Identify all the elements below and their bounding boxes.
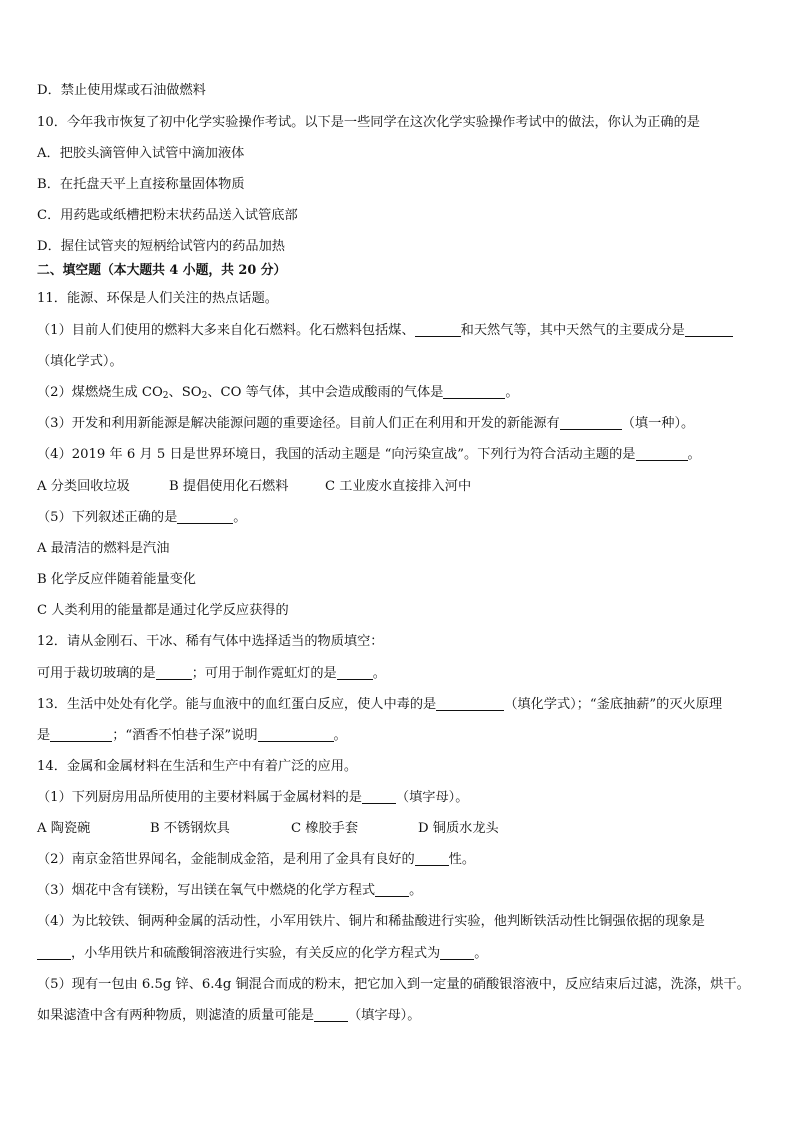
answer-blank[interactable] xyxy=(375,882,409,897)
q10-option-c xyxy=(37,206,764,226)
answer-blank[interactable] xyxy=(37,945,71,960)
text: 可用于裁切玻璃的是 xyxy=(37,666,156,681)
answer-blank[interactable] xyxy=(560,415,622,430)
answer-blank[interactable] xyxy=(636,446,688,461)
text: （5）现有一包由 6.5g 锌、6.4g 铜混合而成的粉末，把它加入到一定量的硝酸银溶液中，反应结束后过滤，洗涤，烘干。 xyxy=(37,977,750,992)
text: （3）烟花中含有镁粉，写出镁在氧气中燃烧的化学方程式 xyxy=(37,883,376,898)
answer-blank[interactable] xyxy=(436,696,504,711)
section-title: 二、填空题（本大题共 4 小题，共 20 分） xyxy=(37,263,287,278)
text: 是 xyxy=(37,728,51,743)
text: （填字母）。 xyxy=(395,790,469,805)
text: ；可用于制作霓虹灯的是 xyxy=(191,666,337,681)
q13-line2 xyxy=(37,726,764,746)
q11-part3 xyxy=(37,414,764,434)
text: （4）为比较铁、铜两种金属的活动性，小军用铁片、铜片和稀盐酸进行实验，他判断铁活动性比铜强依据的现象是 xyxy=(37,914,705,929)
q10-option-d xyxy=(37,237,764,257)
q10-option-b xyxy=(37,175,764,195)
text: 。 xyxy=(372,666,386,681)
option-c: C 人类利用的能量都是通过化学反应获得的 xyxy=(37,603,289,618)
text: （填化学式）；“釜底抽薪”的灭火原理 xyxy=(504,697,723,712)
question-text: 11．能源、环保是人们关注的热点话题。 xyxy=(37,291,278,306)
text: （1）目前人们使用的燃料大多来自化石燃料。化石燃料包括煤、 xyxy=(37,323,415,338)
text: （5）下列叙述正确的是 xyxy=(37,510,178,525)
answer-blank[interactable] xyxy=(258,727,334,742)
answer-blank[interactable] xyxy=(443,384,505,399)
text: 。 xyxy=(505,385,519,400)
q14-part4-line2 xyxy=(37,944,764,964)
text: 。 xyxy=(333,728,347,743)
option-a: A 陶瓷碗 xyxy=(37,821,91,836)
option-b: B 化学反应伴随着能量变化 xyxy=(37,572,196,587)
text: （2）南京金箔世界闻名，金能制成金箔，是利用了金具有良好的 xyxy=(37,852,415,867)
option-text: C．用药匙或纸槽把粉末状药品送入试管底部 xyxy=(37,208,298,223)
option-text: D．握住试管夹的短柄给试管内的药品加热 xyxy=(37,239,285,254)
q14-part1-options xyxy=(37,819,764,839)
text: （1）下列厨房用品所使用的主要材料属于金属材料的是 xyxy=(37,790,362,805)
text: 和天然气等，其中天然气的主要成分是 xyxy=(460,323,685,338)
q11-part1-line2 xyxy=(37,352,764,372)
subscript: 2 xyxy=(162,391,169,401)
answer-blank[interactable] xyxy=(362,789,396,804)
q14-part5-line2 xyxy=(37,1006,764,1026)
text: （3）开发和利用新能源是解决能源问题的重要途径。目前人们正在利用和开发的新能源有 xyxy=(37,416,560,431)
q11-part5-option-b xyxy=(37,570,764,590)
answer-blank[interactable] xyxy=(156,665,192,680)
q14-stem xyxy=(37,757,764,777)
option-text: D．禁止使用煤或石油做燃料 xyxy=(37,83,206,98)
q14-part4-line1 xyxy=(37,912,760,932)
q11-part5 xyxy=(37,508,764,528)
q14-part1 xyxy=(37,788,764,808)
q10-option-a xyxy=(37,144,764,164)
text: ，小华用铁片和硫酸铜溶液进行实验，有关反应的化学方程式为 xyxy=(71,946,441,961)
option-c: C 橡胶手套 xyxy=(291,821,359,836)
option-text: B．在托盘天平上直接称量固体物质 xyxy=(37,177,245,192)
text: 性。 xyxy=(448,852,476,867)
q10-stem xyxy=(37,113,764,133)
answer-blank[interactable] xyxy=(337,665,373,680)
q11-part4-options xyxy=(37,477,764,497)
q14-part3 xyxy=(37,881,764,901)
subscript: 2 xyxy=(201,391,208,401)
q14-part5-line1 xyxy=(37,975,760,995)
q13-line1 xyxy=(37,695,760,715)
option-a: A 最清洁的燃料是汽油 xyxy=(37,541,170,556)
answer-blank[interactable] xyxy=(177,509,233,524)
answer-blank[interactable] xyxy=(440,945,474,960)
text: （2）煤燃烧生成 CO xyxy=(37,385,163,400)
q11-part5-option-c xyxy=(37,601,764,621)
option-b: B 不锈钢炊具 xyxy=(150,821,230,836)
answer-blank[interactable] xyxy=(685,322,733,337)
q11-part4 xyxy=(37,445,764,465)
option-a: A 分类回收垃圾 xyxy=(37,479,130,494)
text: （填字母）。 xyxy=(347,1008,421,1023)
option-d: D 铜质水龙头 xyxy=(418,821,499,836)
answer-blank[interactable] xyxy=(415,322,461,337)
q14-part2 xyxy=(37,850,764,870)
q9-option-d xyxy=(37,81,764,101)
question-text: 10．今年我市恢复了初中化学实验操作考试。以下是一些同学在这次化学实验操作考试中的做法，你认为正确的是 xyxy=(37,115,700,130)
text: 。 xyxy=(409,883,423,898)
option-c: C 工业废水直接排入河中 xyxy=(325,479,472,494)
answer-blank[interactable] xyxy=(415,851,449,866)
option-b: B 提倡使用化石燃料 xyxy=(169,479,289,494)
text: （填化学式）。 xyxy=(37,354,123,369)
answer-blank[interactable] xyxy=(50,727,112,742)
text: （填一种）。 xyxy=(621,416,695,431)
section-heading-fill-blank xyxy=(37,261,764,281)
text: 。 xyxy=(687,447,701,462)
q11-part1-line1 xyxy=(37,321,760,341)
q12-fill xyxy=(37,664,764,684)
text: 、SO xyxy=(168,385,202,400)
q11-part2 xyxy=(37,383,764,406)
text: 、CO 等气体，其中会造成酸雨的气体是 xyxy=(207,385,444,400)
text: 13．生活中处处有化学。能与血液中的血红蛋白反应，使人中毒的是 xyxy=(37,697,437,712)
answer-blank[interactable] xyxy=(314,1007,348,1022)
text: 。 xyxy=(474,946,488,961)
question-text: 14．金属和金属材料在生活和生产中有着广泛的应用。 xyxy=(37,759,358,774)
q11-part5-option-a xyxy=(37,539,764,559)
option-text: A．把胶头滴管伸入试管中滴加液体 xyxy=(37,146,245,161)
question-text: 12．请从金刚石、干冰、稀有气体中选择适当的物质填空： xyxy=(37,634,384,649)
text: 如果滤渣中含有两种物质，则滤渣的质量可能是 xyxy=(37,1008,314,1023)
text: ；“酒香不怕巷子深”说明 xyxy=(112,728,258,743)
text: （4）2019 年 6 月 5 日是世界环境日，我国的活动主题是 “向污染宣战”。下列行为符合活动主题的是 xyxy=(37,447,636,462)
text: 。 xyxy=(233,510,247,525)
q12-stem xyxy=(37,632,764,652)
q11-stem xyxy=(37,289,764,309)
